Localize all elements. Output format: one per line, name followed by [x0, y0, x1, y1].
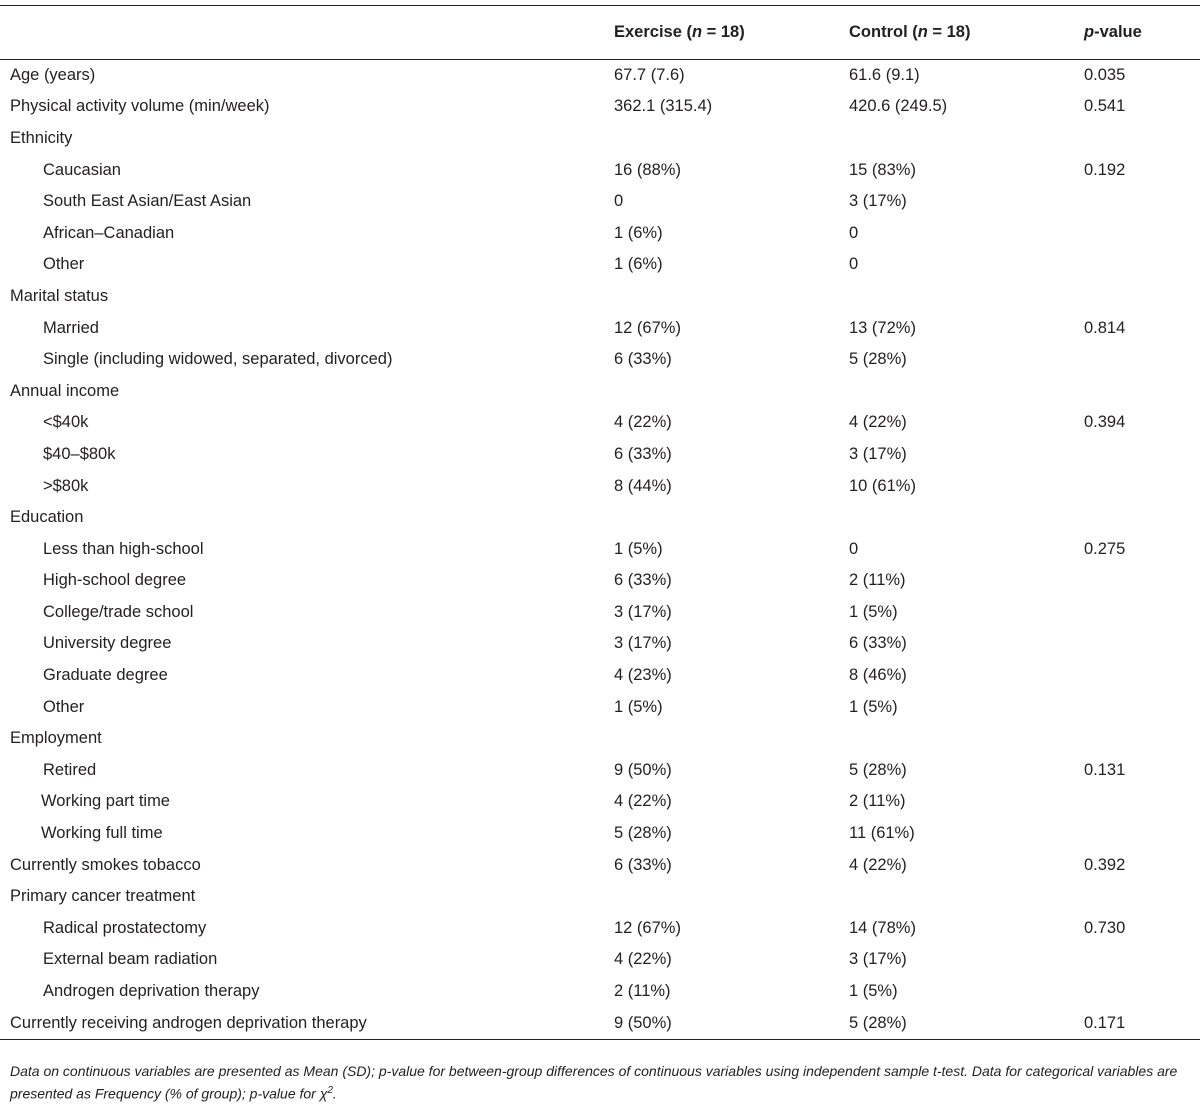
footnote-end: .: [332, 1085, 337, 1102]
table-row: [0, 407, 1200, 439]
exercise-value: 9 (50%): [614, 760, 672, 779]
p-value: 0.730: [1084, 918, 1126, 937]
exercise-value: [612, 281, 846, 313]
p-value: [1080, 439, 1200, 471]
p-value: [1080, 375, 1200, 407]
control-value: 0: [849, 539, 859, 558]
control-value: 0: [849, 223, 859, 242]
table-row: [0, 91, 1200, 123]
exercise-value: [612, 881, 846, 913]
control-value: 3 (17%): [849, 192, 907, 211]
control-value: 2 (11%): [849, 792, 906, 811]
exercise-value: 9 (50%): [612, 1007, 846, 1040]
exercise-value: 8 (44%): [614, 476, 672, 495]
p-value: [1080, 186, 1200, 218]
row-label: External beam radiation: [43, 950, 218, 969]
row-label: Married: [43, 318, 99, 337]
exercise-value: 16 (88%): [614, 160, 681, 179]
exercise-value: [612, 723, 846, 755]
exercise-value: 362.1 (315.4): [614, 97, 713, 116]
p-value: 0.814: [1084, 318, 1126, 337]
row-label: South East Asian/East Asian: [43, 192, 252, 211]
p-value: [1080, 470, 1200, 502]
table-row: [0, 502, 1200, 534]
row-label: Other: [43, 697, 85, 716]
table-row: [0, 881, 1200, 913]
row-label: Androgen deprivation therapy: [43, 982, 260, 1001]
header-control: [846, 6, 1080, 60]
demographics-table: [0, 5, 1200, 1040]
exercise-value: 2 (11%): [614, 982, 671, 1001]
table-row: [0, 281, 1200, 313]
exercise-value: 6 (33%): [614, 571, 672, 590]
exercise-value: 4 (22%): [614, 792, 672, 811]
exercise-value: 1 (5%): [614, 539, 663, 558]
header-exercise-suffix: = 18): [702, 23, 745, 41]
header-exercise-prefix: Exercise (: [614, 23, 692, 41]
p-value: 0.131: [1084, 760, 1126, 779]
exercise-value: 0: [614, 192, 624, 211]
row-label: Radical prostatectomy: [43, 918, 207, 937]
header-p-suffix: -value: [1094, 23, 1142, 41]
p-value: [1080, 249, 1200, 281]
p-value: [1080, 597, 1200, 629]
row-label: >$80k: [43, 476, 89, 495]
exercise-value: 1 (6%): [614, 255, 663, 274]
control-value: [846, 723, 1080, 755]
table-row: [0, 186, 1200, 218]
header-p-value: [1080, 6, 1200, 60]
p-value: 0.392: [1084, 855, 1126, 874]
exercise-value: [612, 375, 846, 407]
control-value: 13 (72%): [849, 318, 916, 337]
p-value: [1080, 123, 1200, 155]
exercise-value: 67.7 (7.6): [614, 66, 685, 85]
exercise-value: 12 (67%): [614, 318, 681, 337]
row-label: $40–$80k: [43, 444, 116, 463]
p-value: [1080, 660, 1200, 692]
control-value: 5 (28%): [849, 760, 907, 779]
row-label: Graduate degree: [43, 666, 168, 685]
control-value: 2 (11%): [849, 571, 906, 590]
p-value: [1080, 818, 1200, 850]
row-label: Annual income: [10, 381, 120, 400]
table-row: [0, 1007, 1200, 1040]
control-value: 5 (28%): [846, 1007, 1080, 1040]
footnote-superscript: 2: [327, 1085, 333, 1096]
exercise-value: 4 (22%): [614, 413, 672, 432]
p-value: 0.394: [1084, 413, 1126, 432]
control-value: 5 (28%): [849, 350, 907, 369]
p-value: [1080, 691, 1200, 723]
row-label: Age (years): [10, 66, 96, 85]
header-p-var: p: [1084, 23, 1095, 41]
control-value: [846, 375, 1080, 407]
table-row: [0, 344, 1200, 376]
p-value: [1080, 281, 1200, 313]
table-row: [0, 470, 1200, 502]
p-value: [1080, 881, 1200, 913]
p-value: [1080, 502, 1200, 534]
header-control-n: n: [917, 23, 928, 41]
demographics-table-container: [0, 5, 1200, 1040]
p-value: [1080, 786, 1200, 818]
p-value: [1080, 723, 1200, 755]
control-value: 4 (22%): [849, 855, 907, 874]
header-exercise: [612, 6, 846, 60]
row-label: Caucasian: [43, 160, 121, 179]
p-value: 0.192: [1084, 160, 1126, 179]
exercise-value: 4 (22%): [614, 950, 672, 969]
row-label: Currently smokes tobacco: [10, 855, 201, 874]
p-value: 0.035: [1084, 66, 1126, 85]
control-value: 61.6 (9.1): [849, 66, 920, 85]
row-label: Marital status: [10, 286, 109, 305]
row-label: Primary cancer treatment: [10, 887, 196, 906]
exercise-value: [612, 502, 846, 534]
exercise-value: 6 (33%): [614, 350, 672, 369]
table-row: [0, 913, 1200, 945]
table-row: [0, 660, 1200, 692]
row-label: Less than high-school: [43, 539, 204, 558]
row-label: Currently receiving androgen deprivation therapy: [0, 1007, 612, 1040]
table-row: [0, 217, 1200, 249]
table-row: [0, 60, 1200, 92]
exercise-value: 12 (67%): [614, 918, 681, 937]
control-value: 0: [849, 255, 859, 274]
table-row: [0, 944, 1200, 976]
control-value: 3 (17%): [849, 444, 907, 463]
row-label: University degree: [43, 634, 172, 653]
control-value: 4 (22%): [849, 413, 907, 432]
table-row: [0, 533, 1200, 565]
table-row: [0, 976, 1200, 1008]
table-row: [0, 439, 1200, 471]
header-exercise-n: n: [691, 23, 703, 41]
table-row: [0, 723, 1200, 755]
control-value: 11 (61%): [849, 824, 915, 843]
table-row: [0, 691, 1200, 723]
p-value: [1080, 565, 1200, 597]
table-row: [0, 786, 1200, 818]
control-value: [846, 881, 1080, 913]
table-row: [0, 818, 1200, 850]
footnote-text: Data on continuous variables are presented as Mean (SD); p-value for between-group differences of continuous variables using independent sample t-test. Data for categorical variables are presented as Frequency (% of group); p-value for χ: [10, 1063, 1178, 1102]
row-label: Working part time: [41, 792, 170, 811]
table-row: [0, 312, 1200, 344]
row-label: Ethnicity: [10, 128, 73, 147]
row-label: <$40k: [43, 413, 89, 432]
control-value: 1 (5%): [849, 982, 898, 1001]
control-value: [846, 502, 1080, 534]
table-body: [0, 60, 1200, 1040]
row-label: High-school degree: [43, 571, 187, 590]
p-value: [1080, 344, 1200, 376]
table-row: [0, 755, 1200, 787]
row-label: Other: [43, 255, 85, 274]
p-value: [1080, 944, 1200, 976]
control-value: 15 (83%): [849, 160, 916, 179]
control-value: 420.6 (249.5): [849, 97, 948, 116]
table-header-row: [0, 6, 1200, 60]
control-value: [846, 123, 1080, 155]
row-label: Education: [10, 508, 84, 527]
table-footnote: [10, 1061, 1195, 1104]
exercise-value: 1 (6%): [614, 223, 663, 242]
header-variable: [0, 6, 612, 60]
row-label: Employment: [10, 729, 102, 748]
row-label: Retired: [43, 760, 97, 779]
row-label: African–Canadian: [43, 223, 175, 242]
p-value: [1080, 628, 1200, 660]
table-row: [0, 154, 1200, 186]
p-value: [1080, 217, 1200, 249]
p-value: [1080, 976, 1200, 1008]
header-control-suffix: = 18): [927, 23, 971, 41]
table-row: [0, 249, 1200, 281]
control-value: 6 (33%): [849, 634, 907, 653]
exercise-value: 6 (33%): [614, 444, 672, 463]
control-value: [846, 281, 1080, 313]
table-row: [0, 597, 1200, 629]
exercise-value: 5 (28%): [614, 824, 672, 843]
exercise-value: 1 (5%): [614, 697, 663, 716]
p-value: 0.171: [1080, 1007, 1200, 1040]
control-value: 3 (17%): [849, 950, 907, 969]
header-control-prefix: Control (: [849, 23, 918, 41]
table-row: [0, 628, 1200, 660]
control-value: 10 (61%): [849, 476, 916, 495]
row-label: College/trade school: [43, 602, 194, 621]
control-value: 8 (46%): [849, 666, 907, 685]
exercise-value: 3 (17%): [614, 634, 672, 653]
control-value: 1 (5%): [849, 602, 898, 621]
table-row: [0, 849, 1200, 881]
p-value: 0.275: [1084, 539, 1126, 558]
exercise-value: 4 (23%): [614, 666, 672, 685]
exercise-value: [612, 123, 846, 155]
row-label: Physical activity volume (min/week): [10, 97, 270, 116]
p-value: 0.541: [1084, 97, 1126, 116]
row-label: Single (including widowed, separated, divorced): [43, 350, 393, 369]
table-row: [0, 375, 1200, 407]
table-row: [0, 123, 1200, 155]
control-value: 1 (5%): [849, 697, 898, 716]
exercise-value: 6 (33%): [614, 855, 672, 874]
table-row: [0, 565, 1200, 597]
exercise-value: 3 (17%): [614, 602, 672, 621]
row-label: Working full time: [41, 824, 163, 843]
control-value: 14 (78%): [849, 918, 916, 937]
